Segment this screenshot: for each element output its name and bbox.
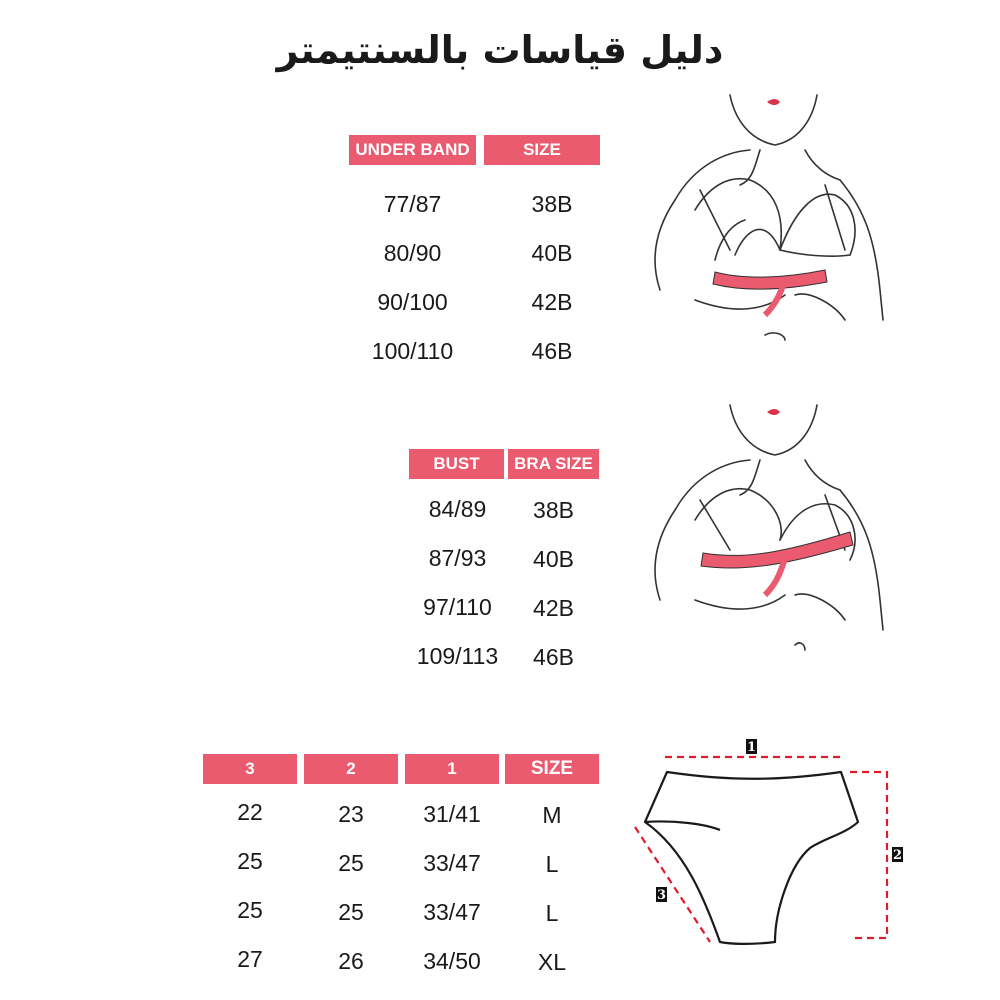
table2-cell: 38B	[533, 497, 574, 523]
table3-header-1: 1	[405, 754, 499, 784]
table3-cell: M	[542, 802, 562, 828]
table3-cell: 27	[237, 946, 263, 972]
table1-header-under-band: UNDER BAND	[349, 135, 476, 165]
table3-cell: XL	[537, 949, 567, 975]
table3-cell: 22	[237, 799, 263, 825]
table2-cell: 40B	[533, 546, 574, 572]
table3-cell: L	[545, 851, 559, 877]
table1-cell: 77/87	[383, 191, 442, 217]
table3-header-2: 2	[304, 754, 398, 784]
underband-measure-illustration	[635, 90, 895, 350]
bust-measure-illustration	[635, 400, 895, 660]
measure-label-2: 2	[892, 848, 903, 863]
table2-cell: 109/113	[416, 643, 499, 669]
table2-cell: 87/93	[428, 545, 487, 571]
table1-cell: 80/90	[383, 240, 442, 266]
measure-line-3	[635, 827, 710, 942]
table3-cell: 33/47	[423, 850, 481, 876]
table3-cell: 25	[237, 897, 263, 923]
table2-cell: 84/89	[428, 496, 487, 522]
table3-cell: 23	[338, 801, 364, 827]
table2-cell: 46B	[533, 644, 574, 670]
table2-header-bra-size: BRA SIZE	[508, 449, 599, 479]
page-title: دليل قياسات بالسنتيمتر	[276, 28, 724, 72]
table2-cell: 97/110	[423, 594, 492, 620]
table1-cell: 46B	[531, 338, 573, 364]
table1-cell: 38B	[531, 191, 573, 217]
table3-header-size: SIZE	[505, 754, 599, 784]
table3-cell: 31/41	[423, 801, 481, 827]
table2-header-bust: BUST	[409, 449, 504, 479]
table1-cell: 42B	[531, 289, 573, 315]
table3-cell: 25	[237, 848, 263, 874]
table3-cell: 34/50	[423, 948, 481, 974]
table3-cell: L	[545, 900, 559, 926]
table3-header-3: 3	[203, 754, 297, 784]
table2-cell: 42B	[533, 595, 574, 621]
measure-line-2	[850, 772, 887, 938]
table1-cell: 40B	[531, 240, 573, 266]
briefs-outline	[645, 772, 858, 944]
table3-cell: 25	[338, 850, 364, 876]
table3-cell: 26	[338, 948, 364, 974]
measure-label-1: 1	[746, 740, 757, 755]
measure-label-3: 3	[656, 888, 667, 903]
table3-cell: 25	[338, 899, 364, 925]
table1-cell: 90/100	[377, 289, 448, 315]
table1-cell: 100/110	[371, 338, 454, 364]
table1-header-size: SIZE	[484, 135, 600, 165]
briefs-diagram	[625, 730, 925, 960]
table3-cell: 33/47	[423, 899, 481, 925]
